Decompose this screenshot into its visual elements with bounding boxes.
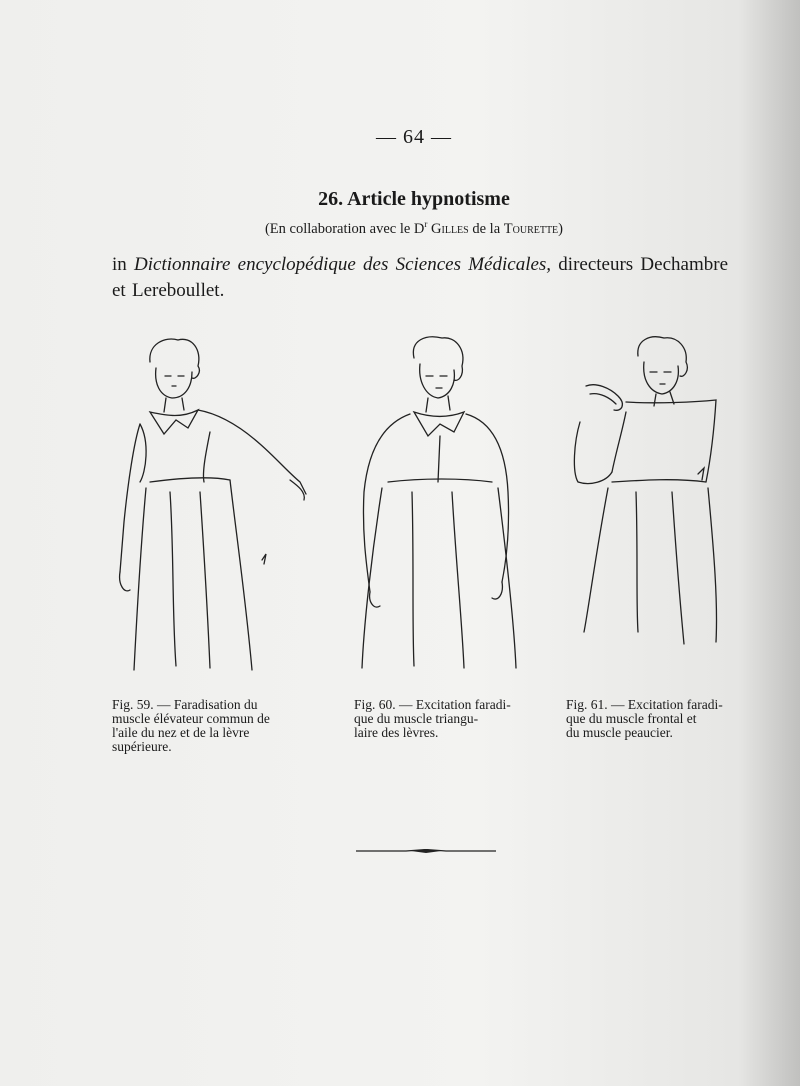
figure-60-caption <box>354 698 530 740</box>
caption-line: Fig. 61. — Excitation faradi- <box>566 697 723 712</box>
caption-line: muscle élévateur commun de <box>112 711 270 726</box>
collab-name-2: Tourette <box>503 220 559 237</box>
caption-line: du muscle peaucier. <box>566 725 673 740</box>
figure-60-illustration <box>352 332 532 682</box>
citation-work: Dictionnaire encyclopédique des Sciences Médicales, <box>134 254 552 275</box>
collab-mid: de la <box>468 220 504 237</box>
collab-name-1: Gilles <box>427 220 469 237</box>
caption-line: supérieure. <box>112 739 172 754</box>
figure-59-caption <box>112 698 310 754</box>
article-title: 26. Article hypnotisme <box>318 188 510 210</box>
citation-in: in <box>112 254 135 275</box>
caption-line: Fig. 59. — Faradisation du <box>112 697 258 712</box>
caption-line: que du muscle triangu- <box>354 711 479 726</box>
caption-line: Fig. 60. — Excitation faradi- <box>354 697 511 712</box>
caption-line: laire des lèvres. <box>354 725 439 740</box>
ornamental-divider <box>356 849 496 853</box>
collaboration-line <box>0 219 800 238</box>
caption-line: l'aile du nez et de la lèvre <box>112 725 250 740</box>
citation-line-2: Lereboullet. <box>132 280 225 301</box>
figure-59-illustration <box>110 332 320 682</box>
collab-suffix: ) <box>558 220 564 237</box>
collab-dr-sup: r <box>424 219 428 229</box>
citation-rest-1: directeurs Dechambre et <box>112 254 728 301</box>
collab-prefix: (En collaboration avec le D <box>264 220 425 237</box>
page-number: — 64 — <box>376 126 452 148</box>
page-edge-shadow <box>740 0 800 1086</box>
caption-line: que du muscle frontal et <box>566 711 697 726</box>
figure-61-caption <box>566 698 746 740</box>
figure-61-illustration <box>566 332 736 672</box>
